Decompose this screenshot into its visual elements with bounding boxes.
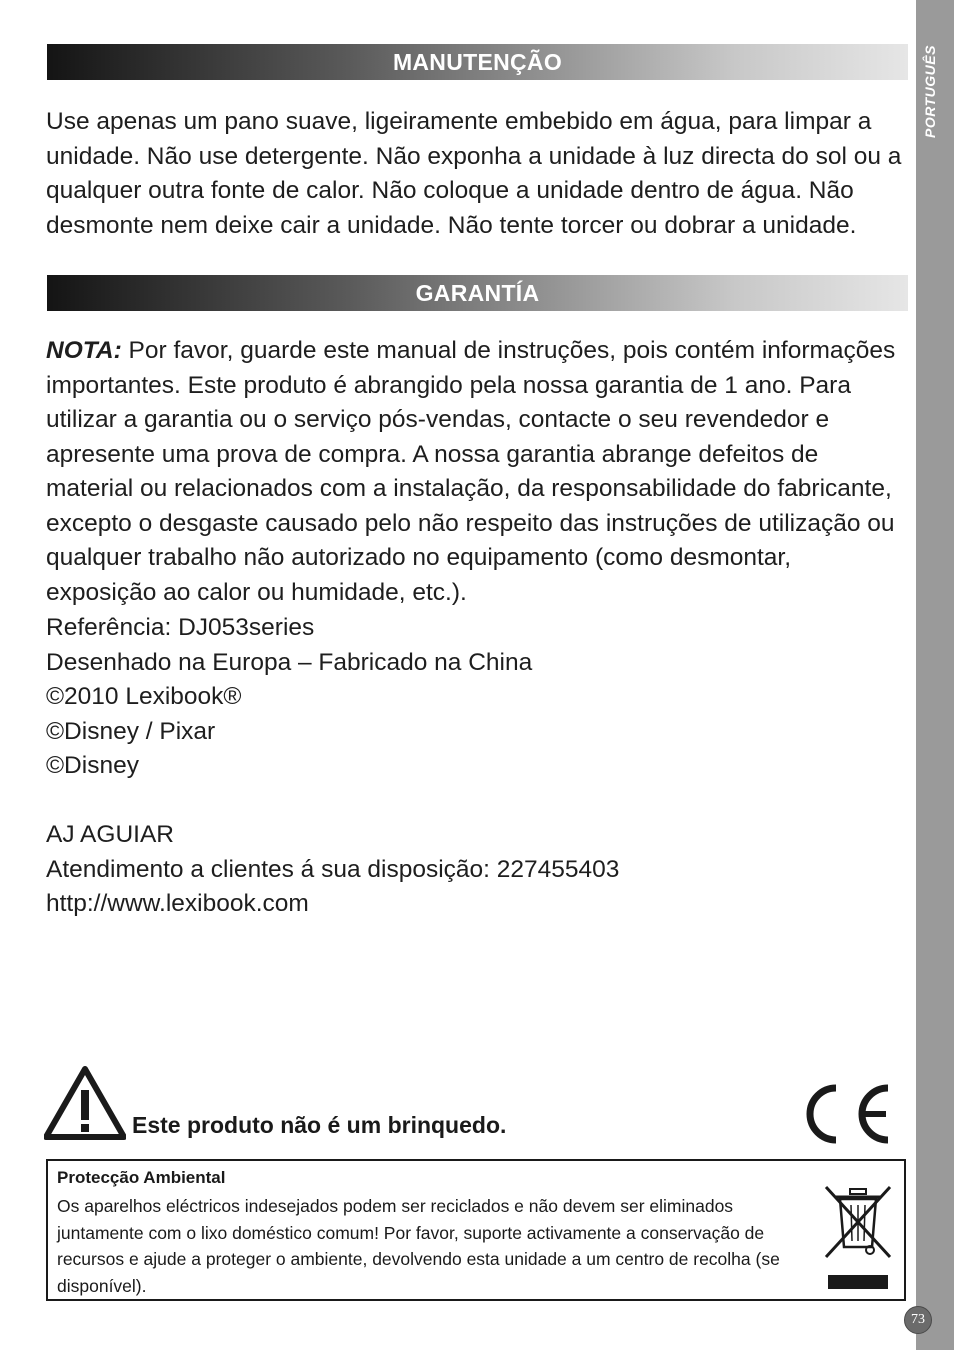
crossed-out-bin-icon [822, 1183, 894, 1293]
copyright-disney: ©Disney [46, 752, 139, 779]
warning-row [44, 1066, 644, 1146]
side-strip [916, 0, 954, 1350]
note-label: NOTA: [46, 337, 122, 364]
distributor-name: AJ AGUIAR [46, 821, 174, 848]
product-info [46, 611, 906, 784]
product-origin: Desenhado na Europa – Fabricado na China [46, 648, 533, 676]
ce-mark-icon [796, 1080, 892, 1148]
copyright-disney-pixar: ©Disney / Pixar [46, 717, 216, 745]
website-link[interactable]: http://www.lexibook.com [46, 890, 309, 917]
copyright-lexibook: ©2010 Lexibook® [46, 683, 242, 710]
environment-text: Os aparelhos eléctricos indesejados podem ser reciclados e não devem ser eliminados juntamente com o lixo doméstico comum! Por favor, suporte activamente a conservação de recursos e ajude a proteger o ambiente, devolvendo esta unidade a um centro de recolha (se disponível). [57, 1196, 780, 1296]
warranty-body: Por favor, guarde este manual de instruções, pois contém informações importantes. Este produto é abrangido pela nossa garantia de 1 ano. Para utilizar a garantia ou o serviço pós-vendas, contacte o seu revendedor e apresente uma prova de compra. A nossa garantia abrange defeitos de material ou relacionados com a instalação, da responsabilidade do fabricante, excepto o desgaste causado pelo não respeito das instruções de utilização ou qualquer trabalho não autorizado no equipamento (como desmontar, exposição ao calor ou humidade, etc.). [46, 337, 896, 606]
warning-triangle-icon [44, 1066, 126, 1140]
warranty-text [46, 334, 906, 610]
maintenance-text: Use apenas um pano suave, ligeiramente embebido em água, para limpar a unidade. Não use detergente. Não exponha a unidade à luz directa do sol ou a qualquer outra fonte de calor. Não coloque a unidade dentro de água. Não desmonte nem deixe cair a unidade. Não tente torcer ou dobrar a unidade. [46, 108, 902, 239]
language-label: PORTUGUÊS [922, 45, 938, 138]
environment-title: Protecção Ambiental [57, 1168, 226, 1187]
section-header-warranty: GARANTÍA [47, 275, 908, 311]
page-number: 73 [904, 1306, 932, 1334]
warning-text: Este produto não é um brinquedo. [132, 1112, 507, 1138]
contact-info [46, 818, 906, 922]
product-reference: Referência: DJ053series [46, 614, 315, 641]
section-header-maintenance: MANUTENÇÃO [47, 44, 908, 80]
customer-service-line: Atendimento a clientes á sua disposição: 227455403 [46, 855, 620, 883]
environment-box [46, 1159, 906, 1301]
